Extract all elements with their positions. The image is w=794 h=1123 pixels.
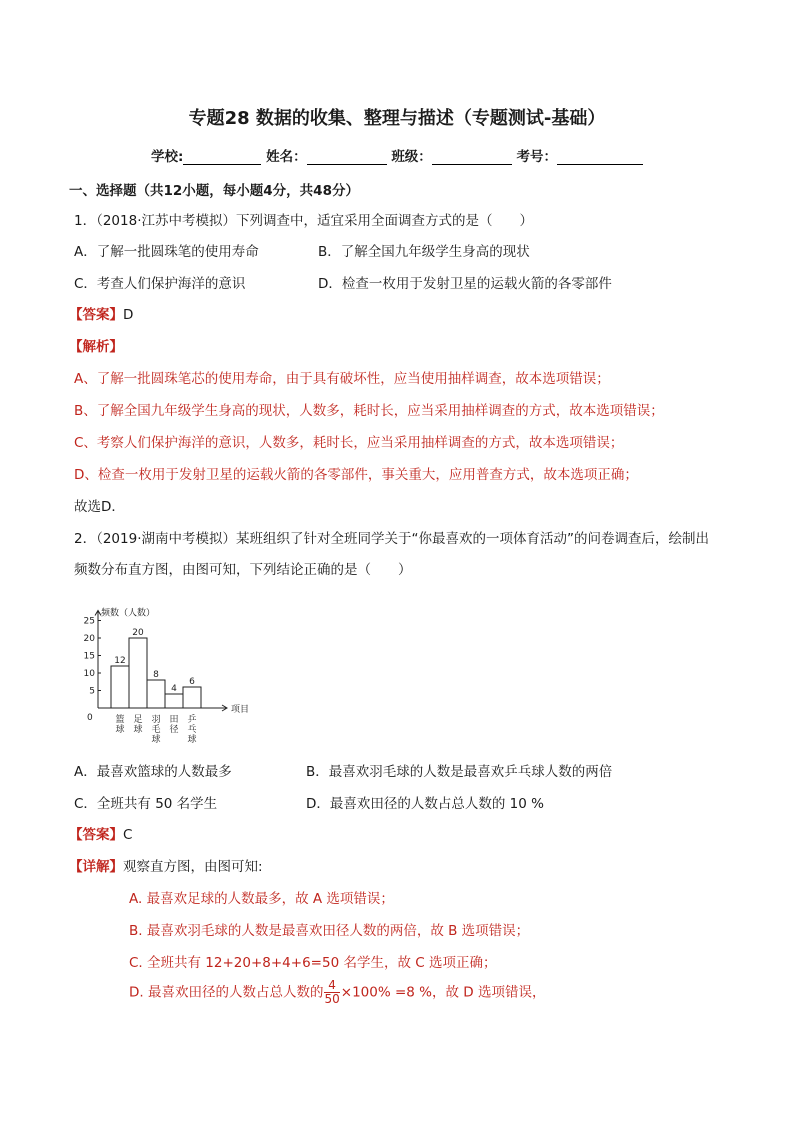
bar xyxy=(165,694,183,708)
x-tick-label xyxy=(133,714,142,735)
y-tick-label: 25 xyxy=(83,616,95,627)
fraction xyxy=(324,979,339,1006)
y-tick-label: 10 xyxy=(83,669,95,679)
x-tick-char: 球 xyxy=(115,725,125,735)
detail-d-prefix: D. 最喜欢田径的人数占总人数的 xyxy=(129,984,324,1001)
answer-value: D xyxy=(123,307,134,323)
bar xyxy=(111,666,129,708)
bar-data-label: 12 xyxy=(114,656,126,666)
detail-intro: 观察直方图，由图可知: xyxy=(123,859,263,875)
name-label: 姓名： xyxy=(266,149,307,165)
bar-data-label: 4 xyxy=(171,684,177,694)
q1-answer xyxy=(69,303,133,323)
school-blank xyxy=(183,150,261,165)
detail-tag: 【详解】 xyxy=(69,859,123,875)
q2-option-d: D．最喜欢田径的人数占总人数的 10 % xyxy=(306,796,544,812)
q2-detail-b: B. 最喜欢羽毛球的人数是最喜欢田径人数的两倍，故 B 选项错误； xyxy=(129,923,530,939)
bar-data-label: 20 xyxy=(132,628,144,638)
q1-analysis-tag xyxy=(69,335,123,355)
x-tick-char: 篮 xyxy=(115,715,125,725)
y-tick-label: 20 xyxy=(83,634,95,644)
school-label: 学校: xyxy=(151,149,184,165)
q1-option-c: C．考查人们保护海洋的意识 xyxy=(74,276,246,292)
exam-number-blank xyxy=(557,150,643,165)
bar-data-label: 6 xyxy=(189,677,195,687)
q1-analysis-b: B、了解全国九年级学生身高的现状，人数多，耗时长，应当采用抽样调查的方式，故本选项错误； xyxy=(74,403,664,419)
class-label: 班级： xyxy=(391,149,432,165)
fraction-denominator: 50 xyxy=(324,992,340,1006)
class-blank xyxy=(432,150,512,165)
q1-analysis-d: D、检查一枚用于发射卫星的运载火箭的各零部件，事关重大，应用普查方式，故本选项正确； xyxy=(74,467,638,483)
answer-tag: 【答案】 xyxy=(69,827,123,843)
q1-stem: 1．（2018·江苏中考模拟）下列调查中，适宜采用全面调查方式的是（ ） xyxy=(74,213,533,229)
x-tick-char: 足 xyxy=(133,715,143,725)
q2-detail-c: C. 全班共有 12+20+8+4+6=50 名学生，故 C 选项正确； xyxy=(129,955,497,971)
answer-tag: 【答案】 xyxy=(69,307,123,323)
q1-conclusion: 故选D． xyxy=(74,499,125,515)
y-tick-label: 15 xyxy=(83,651,95,662)
q1-option-d: D．检查一枚用于发射卫星的运载火箭的各零部件 xyxy=(318,276,612,292)
x-axis-label: 项目 xyxy=(231,705,250,715)
bar xyxy=(147,680,165,708)
x-tick-char: 球 xyxy=(133,725,143,735)
x-tick-char: 田 xyxy=(169,715,179,725)
exam-info-fields xyxy=(151,145,643,165)
y-tick-label: 5 xyxy=(89,686,95,697)
histogram-chart xyxy=(74,588,254,750)
q2-detail xyxy=(69,855,263,875)
q2-detail-d xyxy=(129,979,545,1006)
q1-analysis-c: C、考察人们保护海洋的意识，人数多，耗时长，应当采用抽样调查的方式，故本选项错误； xyxy=(74,435,624,451)
x-tick-char: 乒 xyxy=(187,715,197,725)
x-tick-label xyxy=(169,714,178,735)
q2-option-b: B．最喜欢羽毛球的人数是最喜欢乒乓球人数的两倍 xyxy=(306,764,613,780)
answer-value: C xyxy=(123,827,133,843)
bar xyxy=(183,687,201,708)
q1-option-a: A．了解一批圆珠笔的使用寿命 xyxy=(74,244,259,260)
x-tick-label xyxy=(151,714,160,745)
x-tick-char: 乓 xyxy=(187,725,197,735)
x-tick-char: 羽 xyxy=(151,715,161,725)
x-tick-char: 球 xyxy=(151,735,161,745)
q2-option-c: C．全班共有 50 名学生 xyxy=(74,796,218,812)
bar xyxy=(129,638,147,708)
bar-data-label: 8 xyxy=(153,670,159,680)
x-tick-char: 毛 xyxy=(151,725,161,735)
fraction-numerator: 4 xyxy=(324,979,339,993)
q2-stem-line2: 频数分布直方图，由图可知，下列结论正确的是（ ） xyxy=(74,562,412,578)
page-title: 专题28 数据的收集、整理与描述（专题测试-基础） xyxy=(188,108,606,129)
analysis-tag: 【解析】 xyxy=(69,339,123,355)
exam-number-label: 考号： xyxy=(516,149,558,165)
x-tick-char: 径 xyxy=(169,725,179,735)
detail-d-suffix: ×100% =8 %，故 D 选项错误， xyxy=(340,984,546,1001)
q1-analysis-a: A、了解一批圆珠笔芯的使用寿命，由于具有破坏性，应当使用抽样调查，故本选项错误； xyxy=(74,371,610,387)
q2-detail-a: A. 最喜欢足球的人数最多，故 A 选项错误； xyxy=(129,891,394,907)
x-tick-label xyxy=(115,713,124,735)
x-tick-label xyxy=(187,713,196,745)
q2-option-a: A．最喜欢篮球的人数最多 xyxy=(74,764,232,780)
name-blank xyxy=(307,150,387,165)
q1-option-b: B．了解全国九年级学生身高的现状 xyxy=(318,244,530,260)
q2-answer xyxy=(69,823,132,843)
section-title: 一、选择题（共12小题，每小题4分，共48分） xyxy=(69,183,359,199)
x-tick-char: 球 xyxy=(187,735,197,745)
y-axis-label: 频数（人数） xyxy=(101,608,156,619)
y-tick-label: 0 xyxy=(87,713,93,723)
q2-stem-line1: 2．（2019·湖南中考模拟）某班组织了针对全班同学关于“你最喜欢的一项体育活动”的问卷调查后，绘制出 xyxy=(74,531,709,547)
